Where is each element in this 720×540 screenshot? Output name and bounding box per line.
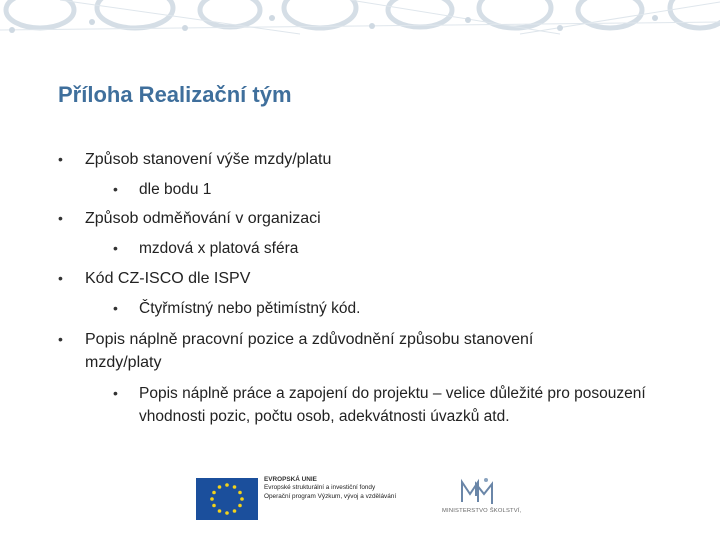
sub-bullet-item [113, 382, 674, 428]
eu-programme: Operační program Výzkum, vývoj a vzdělávání [264, 492, 397, 500]
msmt-label: MINISTERSTVO ŠKOLSTVÍ, [442, 508, 522, 514]
bullet-text: Popis náplně pracovní pozice a zdůvodnění způsobu stanovení mzdy/platy [85, 331, 534, 371]
eu-flag-icon [196, 478, 258, 520]
sub-bullet-item [113, 237, 679, 260]
sub-bullet-item [113, 297, 679, 320]
bullet-dot-icon: • [113, 181, 118, 197]
bullet-dot-icon: • [58, 210, 63, 226]
sub-bullet-text: dle bodu 1 [139, 181, 212, 198]
footer-logos [196, 476, 536, 522]
eu-title: EVROPSKÁ UNIE [264, 476, 317, 483]
slide-title: Příloha Realizační tým [58, 82, 292, 107]
sub-bullet-item [113, 178, 679, 201]
bullet-text: Kód CZ-ISCO dle ISPV [85, 270, 251, 287]
bullet-text: Způsob stanovení výše mzdy/platu [85, 151, 332, 168]
sub-bullet-text: Popis náplně práce a zapojení do projektu – velice důležité pro posouzení vhodnosti pozic, počtu osob, adekvátnosti úvazků atd. [139, 385, 646, 425]
bullet-dot-icon: • [58, 270, 63, 286]
bullet-item [58, 148, 645, 171]
eu-logo-text [264, 476, 396, 501]
eu-subtitle: Evropské strukturální a investiční fondy [264, 484, 376, 492]
bullet-dot-icon: • [113, 240, 118, 256]
msmt-logo [442, 476, 532, 522]
bullet-item [58, 207, 645, 230]
sub-bullet-text: Čtyřmístný nebo pětimístný kód. [139, 300, 361, 317]
msmt-logo-icon [442, 476, 532, 508]
bullet-dot-icon: • [113, 300, 118, 316]
bullet-dot-icon: • [113, 385, 118, 401]
bullet-item [58, 267, 645, 290]
bullet-item [58, 328, 605, 374]
sub-bullet-text: mzdová x platová sféra [139, 240, 299, 257]
bullet-text: Způsob odměňování v organizaci [85, 210, 321, 227]
bullet-dot-icon: • [58, 151, 63, 167]
bullet-dot-icon: • [58, 331, 63, 347]
